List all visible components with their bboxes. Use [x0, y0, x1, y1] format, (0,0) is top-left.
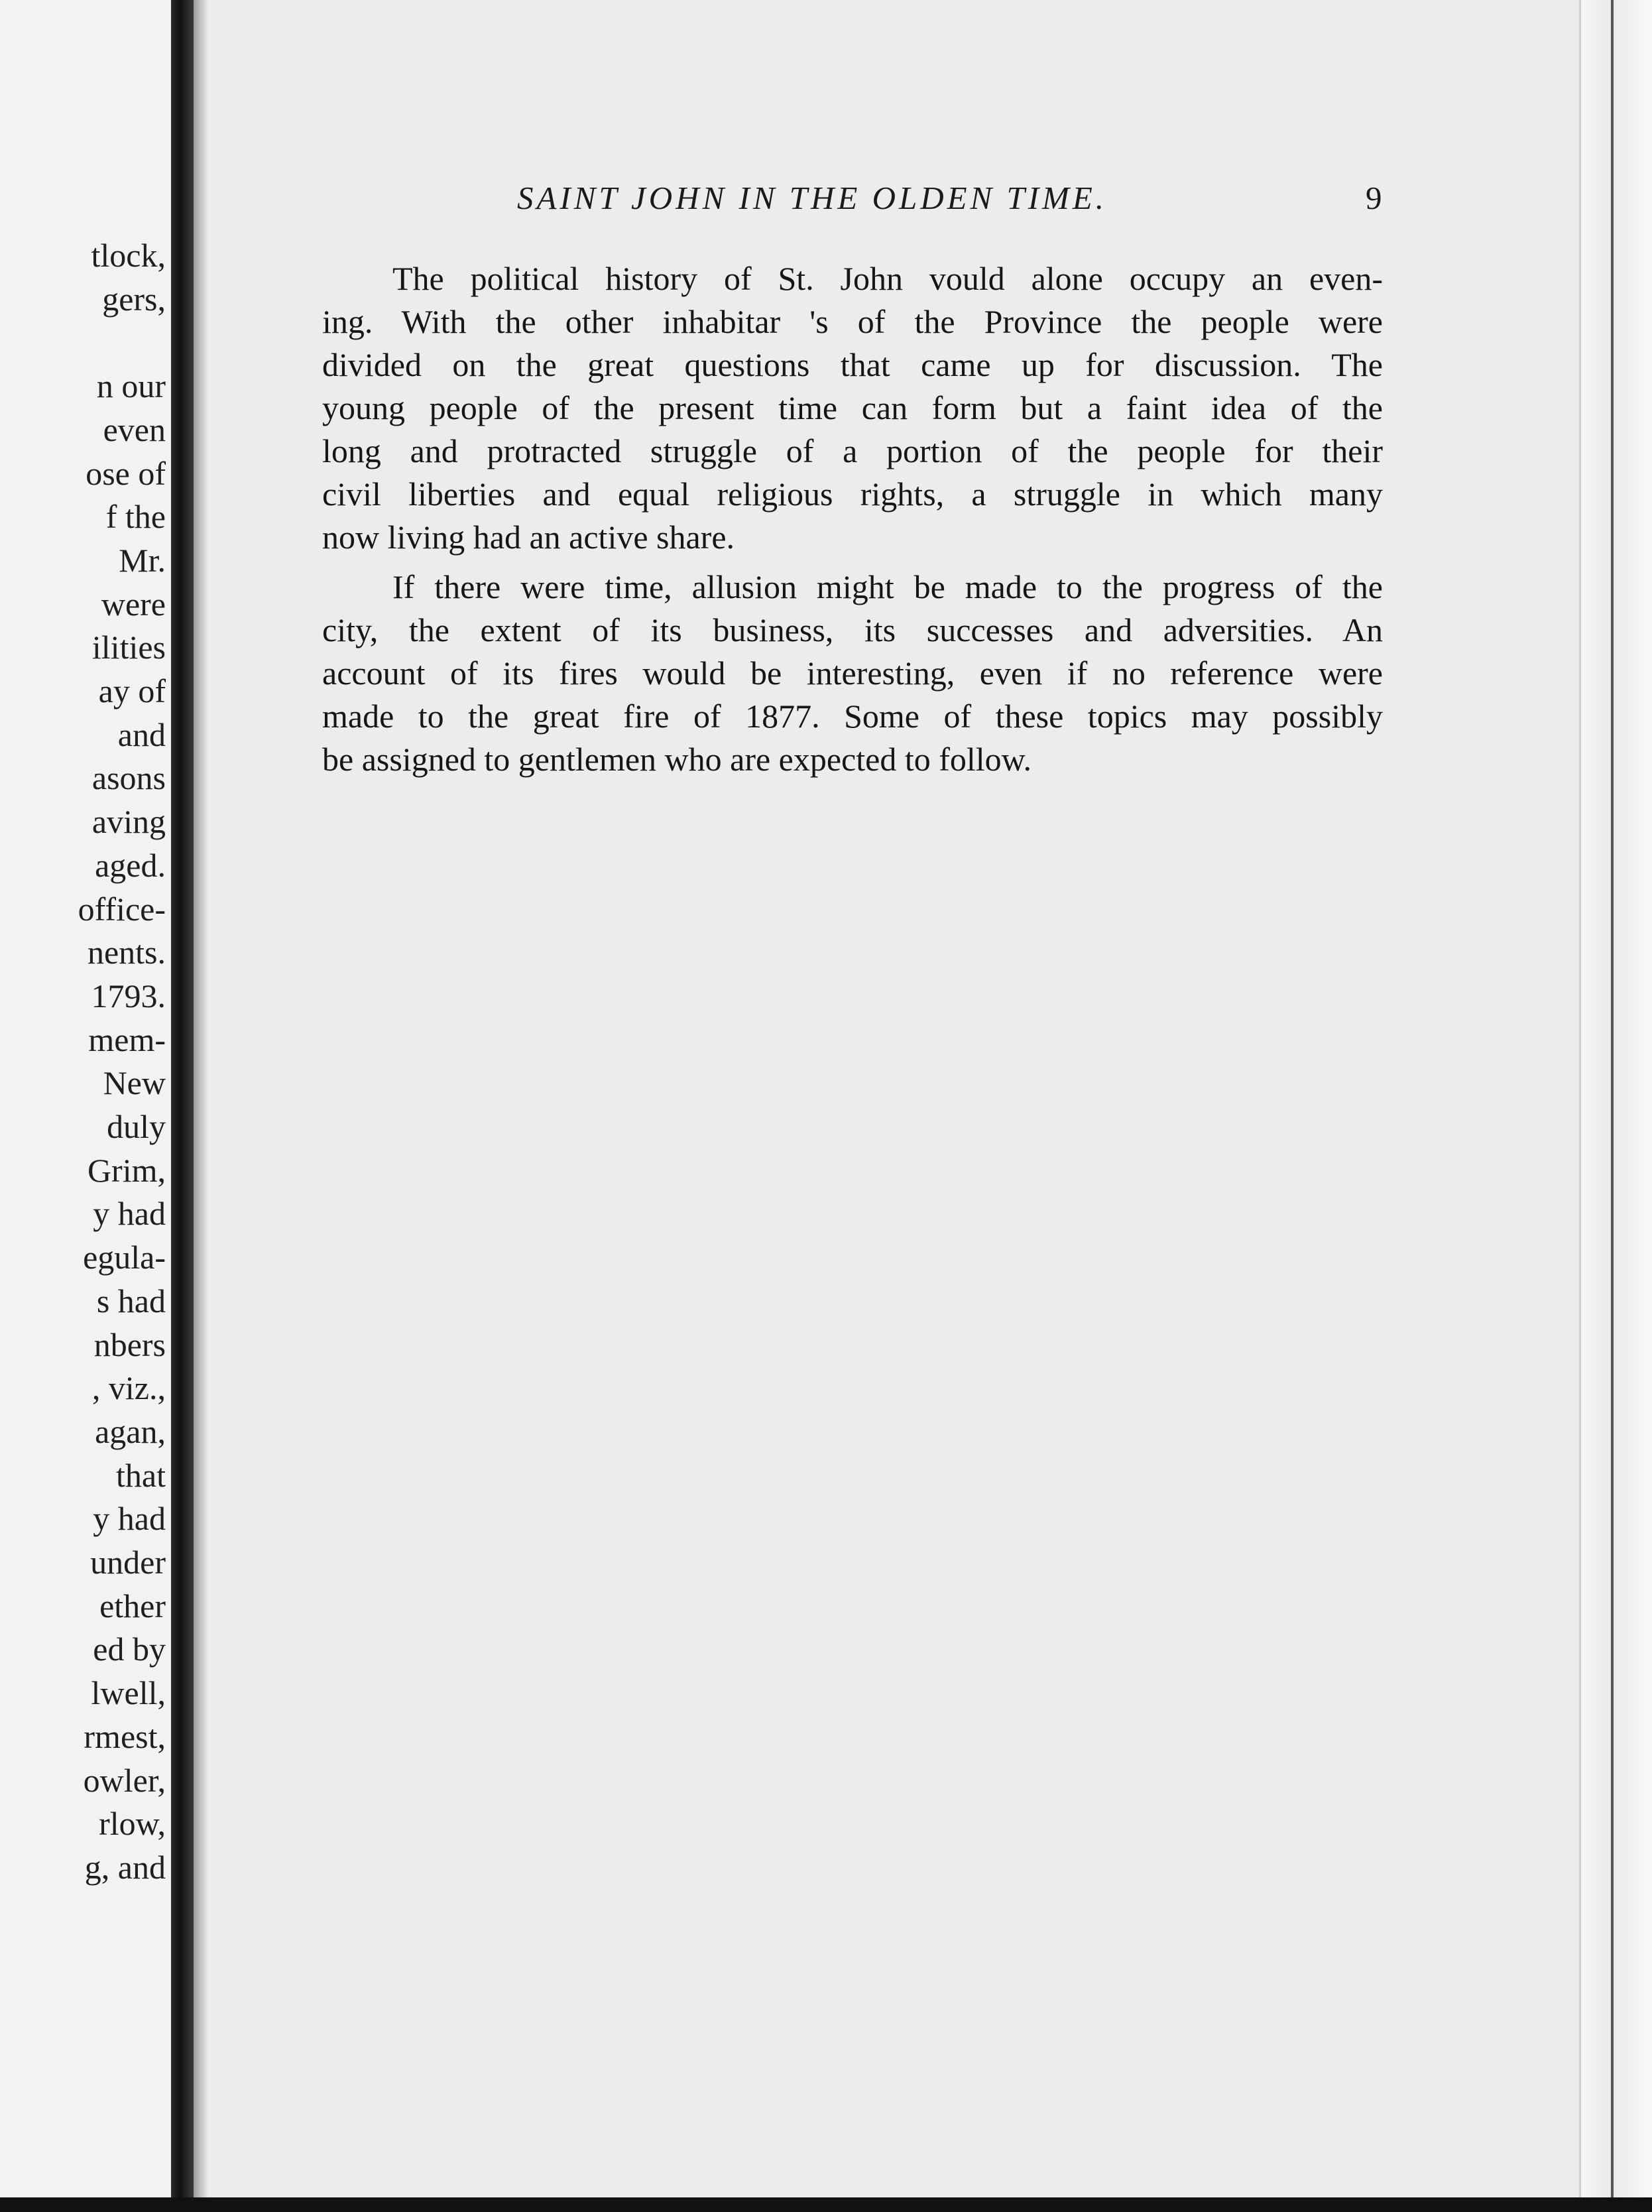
- paragraph-line: young people of the present time can form but a faint idea of the: [322, 389, 1383, 426]
- previous-page-line: aving: [91, 803, 166, 841]
- book-gutter: [171, 0, 194, 2212]
- previous-page-line: s had: [96, 1282, 166, 1320]
- previous-page-line: g, and: [84, 1848, 166, 1886]
- page-edge: [1579, 0, 1652, 2212]
- previous-page-line: lwell,: [91, 1674, 166, 1712]
- previous-page-line: under: [90, 1544, 166, 1581]
- previous-page-line: gers,: [102, 280, 166, 318]
- paragraph-line: made to the great fire of 1877. Some of these topics may possibly: [322, 698, 1383, 735]
- previous-page-line: ether: [99, 1587, 166, 1625]
- paragraph-line: ing. With the other inhabitar 's of the Province the people were: [322, 303, 1383, 340]
- paragraph-line: now living had an active share.: [322, 519, 735, 556]
- previous-page-line: y had: [93, 1195, 166, 1233]
- page-edge-line: [1611, 0, 1614, 2212]
- paragraph-political-history: [322, 257, 1383, 559]
- previous-page-line: aged.: [95, 846, 166, 884]
- previous-page-line: nents.: [87, 934, 166, 971]
- previous-page-line: ose of: [86, 454, 166, 492]
- paragraph-line: If there were time, allusion might be made to the progress of the: [392, 568, 1383, 605]
- paragraph-progress-of-city: [322, 566, 1383, 781]
- previous-page-line: office-: [78, 890, 166, 928]
- paragraph-line: civil liberties and equal religious rights, a struggle in which many: [322, 475, 1383, 513]
- previous-page-line: duly: [107, 1108, 166, 1145]
- previous-page-line: ay of: [98, 672, 166, 709]
- previous-page-line: mem-: [88, 1020, 166, 1058]
- previous-page-line: Grim,: [87, 1151, 166, 1189]
- previous-page-line: rlow,: [99, 1805, 166, 1843]
- previous-page-line: f the: [105, 498, 166, 536]
- gutter-shadow: [194, 0, 208, 2212]
- paragraph-line: divided on the great questions that came up for discussion. The: [322, 346, 1383, 383]
- previous-page-line: that: [116, 1456, 166, 1494]
- previous-page-line: Mr.: [119, 541, 166, 579]
- page-number: 9: [1366, 180, 1382, 216]
- previous-page-line: were: [101, 585, 166, 623]
- previous-page-line: nbers: [93, 1325, 166, 1363]
- paragraph-line: be assigned to gentlemen who are expected to follow.: [322, 741, 1032, 778]
- previous-page-line: n our: [96, 367, 166, 405]
- previous-page-line: owler,: [83, 1761, 166, 1799]
- paragraph-line: city, the extent of its business, its successes and adversities. An: [322, 611, 1383, 648]
- previous-page-line: New: [103, 1064, 166, 1102]
- previous-page-line: rmest,: [84, 1717, 166, 1755]
- previous-page-line: tlock,: [91, 237, 166, 274]
- previous-page-line: 1793.: [91, 977, 166, 1014]
- paragraph-line: account of its fires would be interesting, even if no reference were: [322, 654, 1383, 692]
- paragraph-line: long and protracted struggle of a portion of the people for their: [322, 432, 1383, 469]
- previous-page-line: egula-: [83, 1239, 166, 1276]
- previous-page-line: agan,: [95, 1412, 166, 1450]
- previous-page-line: y had: [93, 1500, 166, 1538]
- previous-page-line: , viz.,: [91, 1369, 166, 1407]
- previous-page-line: even: [103, 410, 166, 448]
- running-head: SAINT JOHN IN THE OLDEN TIME.: [517, 180, 1108, 216]
- scan-bottom-border: [0, 2197, 1652, 2212]
- previous-page-strip: [0, 0, 171, 2212]
- previous-page-line: asons: [91, 759, 166, 797]
- previous-page-line: and: [117, 715, 166, 753]
- paragraph-line: The political history of St. John vould alone occupy an even-: [392, 260, 1383, 297]
- previous-page-line: ilities: [91, 629, 166, 666]
- previous-page-line: ed by: [93, 1630, 166, 1668]
